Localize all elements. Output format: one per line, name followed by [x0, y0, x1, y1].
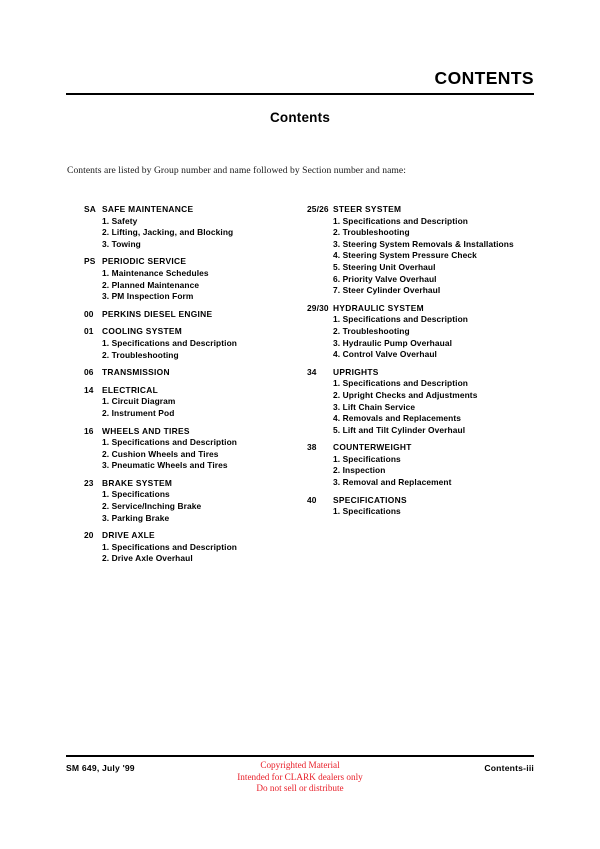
- contents-group-heading[interactable]: [84, 326, 299, 338]
- contents-group: [307, 303, 557, 361]
- section-list: [102, 216, 299, 251]
- group-title: PERKINS DIESEL ENGINE: [102, 308, 213, 319]
- contents-group-heading[interactable]: [307, 442, 557, 454]
- contents-group-heading[interactable]: [307, 495, 557, 507]
- contents-group: [84, 309, 299, 321]
- section-list-item[interactable]: 4. Removals and Replacements: [333, 413, 462, 424]
- section-list-item[interactable]: 3. Parking Brake: [102, 512, 170, 523]
- group-number: 23: [84, 477, 94, 488]
- watermark-line: Intended for CLARK dealers only: [237, 771, 363, 782]
- section-list-item[interactable]: 1. Safety: [102, 215, 138, 226]
- section-list-item[interactable]: 5. Lift and Tilt Cylinder Overhaul: [333, 424, 466, 435]
- section-list-item[interactable]: 1. Specifications: [333, 506, 401, 517]
- contents-group: [84, 385, 299, 420]
- group-number: 29/30: [307, 302, 329, 313]
- contents-group: [84, 530, 299, 565]
- group-number: 01: [84, 326, 94, 337]
- section-list-item[interactable]: 1. Specifications and Description: [102, 541, 238, 552]
- group-title: WHEELS AND TIRES: [102, 425, 190, 436]
- section-list-item[interactable]: 2. Upright Checks and Adjustments: [333, 389, 478, 400]
- contents-group: [307, 495, 557, 518]
- section-list: [333, 454, 557, 489]
- group-number: 14: [84, 384, 94, 395]
- section-list-item[interactable]: 3. Pneumatic Wheels and Tires: [102, 460, 228, 471]
- watermark-line: Do not sell or distribute: [256, 783, 344, 793]
- header-divider: [66, 93, 534, 95]
- section-list-item[interactable]: 3. Removal and Replacement: [333, 477, 452, 488]
- section-list-item[interactable]: 3. PM Inspection Form: [102, 291, 194, 302]
- group-title: BRAKE SYSTEM: [102, 477, 173, 488]
- section-list: [102, 437, 299, 472]
- contents-group: [84, 204, 299, 250]
- group-number: SA: [84, 204, 96, 214]
- section-list-item[interactable]: 3. Hydraulic Pump Overhaual: [333, 337, 453, 348]
- group-number: 34: [307, 366, 317, 377]
- group-title: COOLING SYSTEM: [102, 326, 183, 337]
- section-list-item[interactable]: 2. Cushion Wheels and Tires: [102, 448, 219, 459]
- section-list-item[interactable]: 2. Planned Maintenance: [102, 279, 200, 290]
- section-list-item[interactable]: 2. Inspection: [333, 465, 386, 476]
- contents-column-right: [307, 204, 557, 524]
- group-title: SPECIFICATIONS: [333, 494, 407, 505]
- group-title: ELECTRICAL: [102, 384, 159, 395]
- contents-group: [84, 326, 299, 361]
- contents-group-heading[interactable]: [84, 204, 299, 216]
- section-list: [102, 396, 299, 419]
- contents-group: [307, 442, 557, 488]
- contents-group-heading[interactable]: [84, 367, 299, 379]
- contents-group-heading[interactable]: [84, 426, 299, 438]
- group-number: 16: [84, 425, 94, 436]
- contents-group: [307, 367, 557, 437]
- group-title: COUNTERWEIGHT: [333, 442, 412, 453]
- section-list: [102, 338, 299, 361]
- section-list: [333, 378, 557, 436]
- group-number: 38: [307, 442, 317, 453]
- contents-group-heading[interactable]: [84, 256, 299, 268]
- section-list-item[interactable]: 2. Service/Inching Brake: [102, 501, 202, 512]
- section-list-item[interactable]: 7. Steer Cylinder Overhaul: [333, 285, 441, 296]
- group-title: SAFE MAINTENANCE: [102, 204, 194, 214]
- section-list: [333, 506, 557, 518]
- contents-group-heading[interactable]: [307, 303, 557, 315]
- contents-group-heading[interactable]: [307, 367, 557, 379]
- section-list-item[interactable]: 1. Specifications and Description: [102, 437, 238, 448]
- contents-group-heading[interactable]: [84, 478, 299, 490]
- contents-group-heading[interactable]: [84, 530, 299, 542]
- group-title: PERIODIC SERVICE: [102, 256, 187, 267]
- group-number: 25/26: [307, 204, 329, 214]
- contents-group-heading[interactable]: [307, 204, 557, 216]
- group-title: TRANSMISSION: [102, 367, 170, 378]
- footer-page-number: Contents-iii: [484, 763, 534, 773]
- footer-divider: [66, 755, 534, 757]
- contents-group: [307, 204, 557, 297]
- group-number: 06: [84, 367, 94, 378]
- contents-group-heading[interactable]: [84, 385, 299, 397]
- page-title: Contents: [269, 110, 331, 125]
- group-number: PS: [84, 256, 96, 267]
- contents-group: [84, 367, 299, 379]
- section-list-item[interactable]: 1. Specifications: [102, 489, 170, 500]
- section-list: [102, 268, 299, 303]
- intro-text: Contents are listed by Group number and name followed by Section number and name:: [67, 165, 406, 176]
- section-list-item[interactable]: 2. Troubleshooting: [102, 349, 179, 360]
- section-list-item[interactable]: 5. Steering Unit Overhaul: [333, 261, 436, 272]
- section-list-item[interactable]: 1. Specifications and Description: [333, 215, 469, 226]
- section-list-item[interactable]: 2. Troubleshooting: [333, 325, 410, 336]
- section-list-item[interactable]: 1. Specifications: [333, 453, 401, 464]
- section-list-item[interactable]: 1. Specifications and Description: [333, 378, 469, 389]
- footer-manual-id: SM 649, July '99: [66, 763, 135, 773]
- group-title: HYDRAULIC SYSTEM: [333, 302, 424, 313]
- section-list-item[interactable]: 3. Lift Chain Service: [333, 401, 416, 412]
- section-list-item[interactable]: 1. Circuit Diagram: [102, 396, 176, 407]
- section-list-item[interactable]: 2. Drive Axle Overhaul: [102, 553, 193, 564]
- contents-column-left: [84, 204, 299, 571]
- contents-group: [84, 256, 299, 302]
- section-list: [102, 489, 299, 524]
- section-list-item[interactable]: 3. Steering System Removals & Installations: [333, 238, 514, 249]
- section-list-item[interactable]: 1. Maintenance Schedules: [102, 267, 209, 278]
- contents-group: [84, 478, 299, 524]
- section-list-item[interactable]: 6. Priority Valve Overhaul: [333, 273, 437, 284]
- section-list-item[interactable]: 4. Control Valve Overhaul: [333, 349, 437, 360]
- contents-group: [84, 426, 299, 472]
- running-head: CONTENTS: [434, 68, 534, 88]
- section-list-item[interactable]: 4. Steering System Pressure Check: [333, 250, 477, 261]
- group-title: DRIVE AXLE: [102, 530, 155, 541]
- group-title: UPRIGHTS: [333, 366, 379, 377]
- section-list: [333, 314, 557, 360]
- section-list-item[interactable]: 2. Instrument Pod: [102, 407, 175, 418]
- watermark-line: Copyrighted Material: [260, 760, 340, 770]
- group-number: 40: [307, 494, 317, 505]
- section-list: [333, 216, 557, 297]
- section-list-item[interactable]: 1. Specifications and Description: [102, 337, 238, 348]
- group-number: 20: [84, 530, 94, 541]
- group-number: 00: [84, 308, 94, 319]
- section-list-item[interactable]: 3. Towing: [102, 238, 141, 249]
- section-list-item[interactable]: 2. Lifting, Jacking, and Blocking: [102, 227, 234, 238]
- section-list-item[interactable]: 2. Troubleshooting: [333, 227, 410, 238]
- contents-group-heading[interactable]: [84, 309, 299, 321]
- group-title: STEER SYSTEM: [333, 204, 402, 214]
- section-list: [102, 542, 299, 565]
- section-list-item[interactable]: 1. Specifications and Description: [333, 314, 469, 325]
